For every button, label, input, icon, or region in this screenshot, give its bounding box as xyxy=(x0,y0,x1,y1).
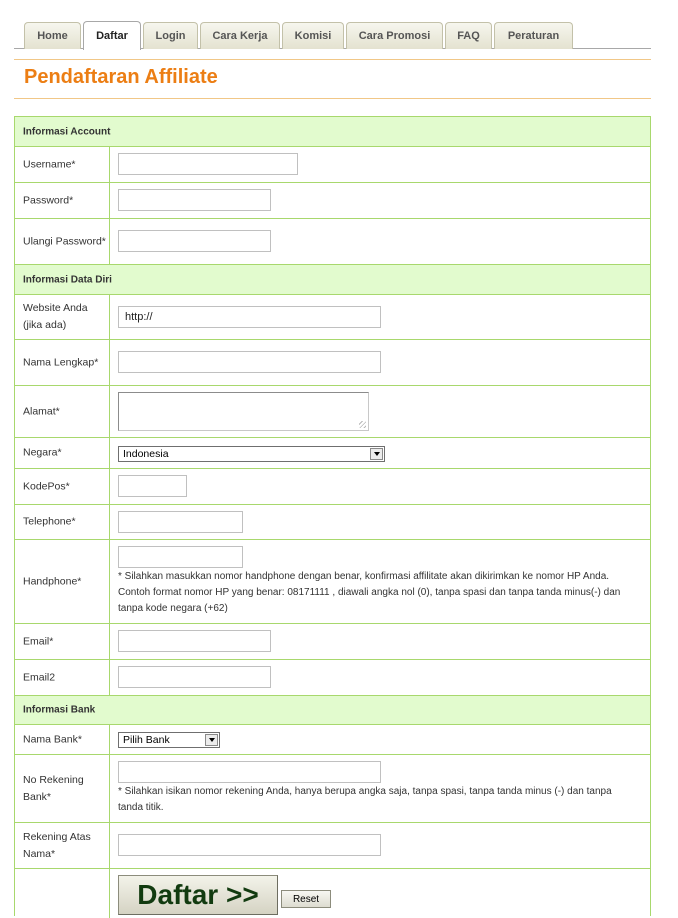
address-label: Alamat* xyxy=(23,405,60,417)
username-input[interactable] xyxy=(118,153,298,175)
divider xyxy=(109,823,110,868)
reset-button[interactable]: Reset xyxy=(281,890,331,908)
row-fullname xyxy=(15,339,650,385)
website-input[interactable] xyxy=(118,306,381,328)
account-number-label: No Rekening Bank* xyxy=(23,773,84,803)
divider xyxy=(109,438,110,468)
row-handphone xyxy=(15,539,650,623)
postcode-input[interactable] xyxy=(118,475,187,497)
row-country xyxy=(15,437,650,468)
divider xyxy=(109,386,110,437)
handphone-input[interactable] xyxy=(118,546,243,568)
divider xyxy=(109,340,110,385)
registration-form xyxy=(14,116,651,916)
account-number-help-text: * Silahkan isikan nomor rekening Anda, hanya berupa angka saja, tanpa spasi, tanpa tanda minus (-) dan tanpa tanda titik. xyxy=(118,786,612,813)
tab-peraturan[interactable]: Peraturan xyxy=(494,22,573,49)
section-bank xyxy=(15,695,650,724)
row-website xyxy=(15,294,650,339)
email-input[interactable] xyxy=(118,630,271,652)
divider xyxy=(109,660,110,695)
row-postcode xyxy=(15,468,650,504)
divider xyxy=(109,147,110,182)
account-number-input[interactable] xyxy=(118,761,381,783)
tab-komisi[interactable]: Komisi xyxy=(282,22,344,49)
website-label: Website Anda (jika ada) xyxy=(23,302,88,331)
tab-daftar[interactable]: Daftar xyxy=(83,21,141,50)
row-username xyxy=(15,146,650,182)
section-title: Informasi Data Diri xyxy=(23,274,112,285)
password-confirm-label: Ulangi Password* xyxy=(23,235,106,247)
bank-selected-value: Pilih Bank xyxy=(123,734,170,746)
tab-home[interactable]: Home xyxy=(24,22,81,49)
postcode-label: KodePos* xyxy=(23,480,70,492)
section-personal xyxy=(15,264,650,294)
divider xyxy=(109,755,110,822)
divider xyxy=(109,183,110,218)
email2-input[interactable] xyxy=(118,666,271,688)
row-email2 xyxy=(15,659,650,695)
handphone-label: Handphone* xyxy=(23,575,82,587)
account-name-label: Rekening Atas Nama* xyxy=(23,830,91,860)
section-title: Informasi Account xyxy=(23,126,111,137)
password-label: Password* xyxy=(23,194,74,206)
country-selected-value: Indonesia xyxy=(123,448,169,460)
chevron-down-icon[interactable] xyxy=(205,734,218,746)
fullname-label: Nama Lengkap* xyxy=(23,356,99,368)
row-actions xyxy=(15,868,650,918)
address-textarea[interactable] xyxy=(118,392,369,431)
password-confirm-input[interactable] xyxy=(118,230,271,252)
handphone-help-text: * Silahkan masukkan nomor handphone dengan benar, konfirmasi affilitate akan dikirimkan ke nomor HP Anda. Contoh format nomor HP yang benar: 08171111 , diawali angka nol (0), tanpa spasi dan tanpa tanda minus(-) dan tanpa kode negara (+62) xyxy=(118,571,621,614)
country-label: Negara* xyxy=(23,446,62,459)
divider xyxy=(109,725,110,754)
divider xyxy=(109,505,110,539)
daftar-submit-button[interactable]: Daftar >> xyxy=(118,875,278,915)
nav-tabs xyxy=(14,0,651,49)
telephone-label: Telephone* xyxy=(23,515,76,528)
tab-cara-kerja[interactable]: Cara Kerja xyxy=(200,22,280,49)
bank-name-label: Nama Bank* xyxy=(23,733,82,745)
username-label: Username* xyxy=(23,158,76,170)
tab-faq[interactable]: FAQ xyxy=(445,22,492,49)
divider xyxy=(109,469,110,504)
row-account-number xyxy=(15,754,650,822)
country-select[interactable] xyxy=(118,446,385,462)
divider xyxy=(109,540,110,623)
bank-select[interactable] xyxy=(118,732,220,748)
row-bank-name xyxy=(15,724,650,754)
row-telephone xyxy=(15,504,650,539)
chevron-down-icon[interactable] xyxy=(370,448,383,460)
tab-login[interactable]: Login xyxy=(143,22,198,49)
row-address xyxy=(15,385,650,437)
section-account xyxy=(15,117,650,146)
resize-grip-icon[interactable] xyxy=(359,421,366,428)
email-label: Email* xyxy=(23,635,54,647)
telephone-input[interactable] xyxy=(118,511,243,533)
fullname-input[interactable] xyxy=(118,351,381,373)
email2-label: Email2 xyxy=(23,671,56,683)
row-password-confirm xyxy=(15,218,650,264)
section-title: Informasi Bank xyxy=(23,704,96,716)
title-rule-top xyxy=(14,59,651,60)
page-title: Pendaftaran Affiliate xyxy=(24,66,218,88)
title-rule-bottom xyxy=(14,98,651,99)
tab-cara-promosi[interactable]: Cara Promosi xyxy=(346,22,443,49)
row-account-name xyxy=(15,822,650,868)
password-input[interactable] xyxy=(118,189,271,211)
account-name-input[interactable] xyxy=(118,834,381,856)
row-email xyxy=(15,623,650,659)
divider xyxy=(109,295,110,339)
divider xyxy=(109,869,110,918)
divider xyxy=(109,219,110,264)
row-password xyxy=(15,182,650,218)
divider xyxy=(109,624,110,659)
